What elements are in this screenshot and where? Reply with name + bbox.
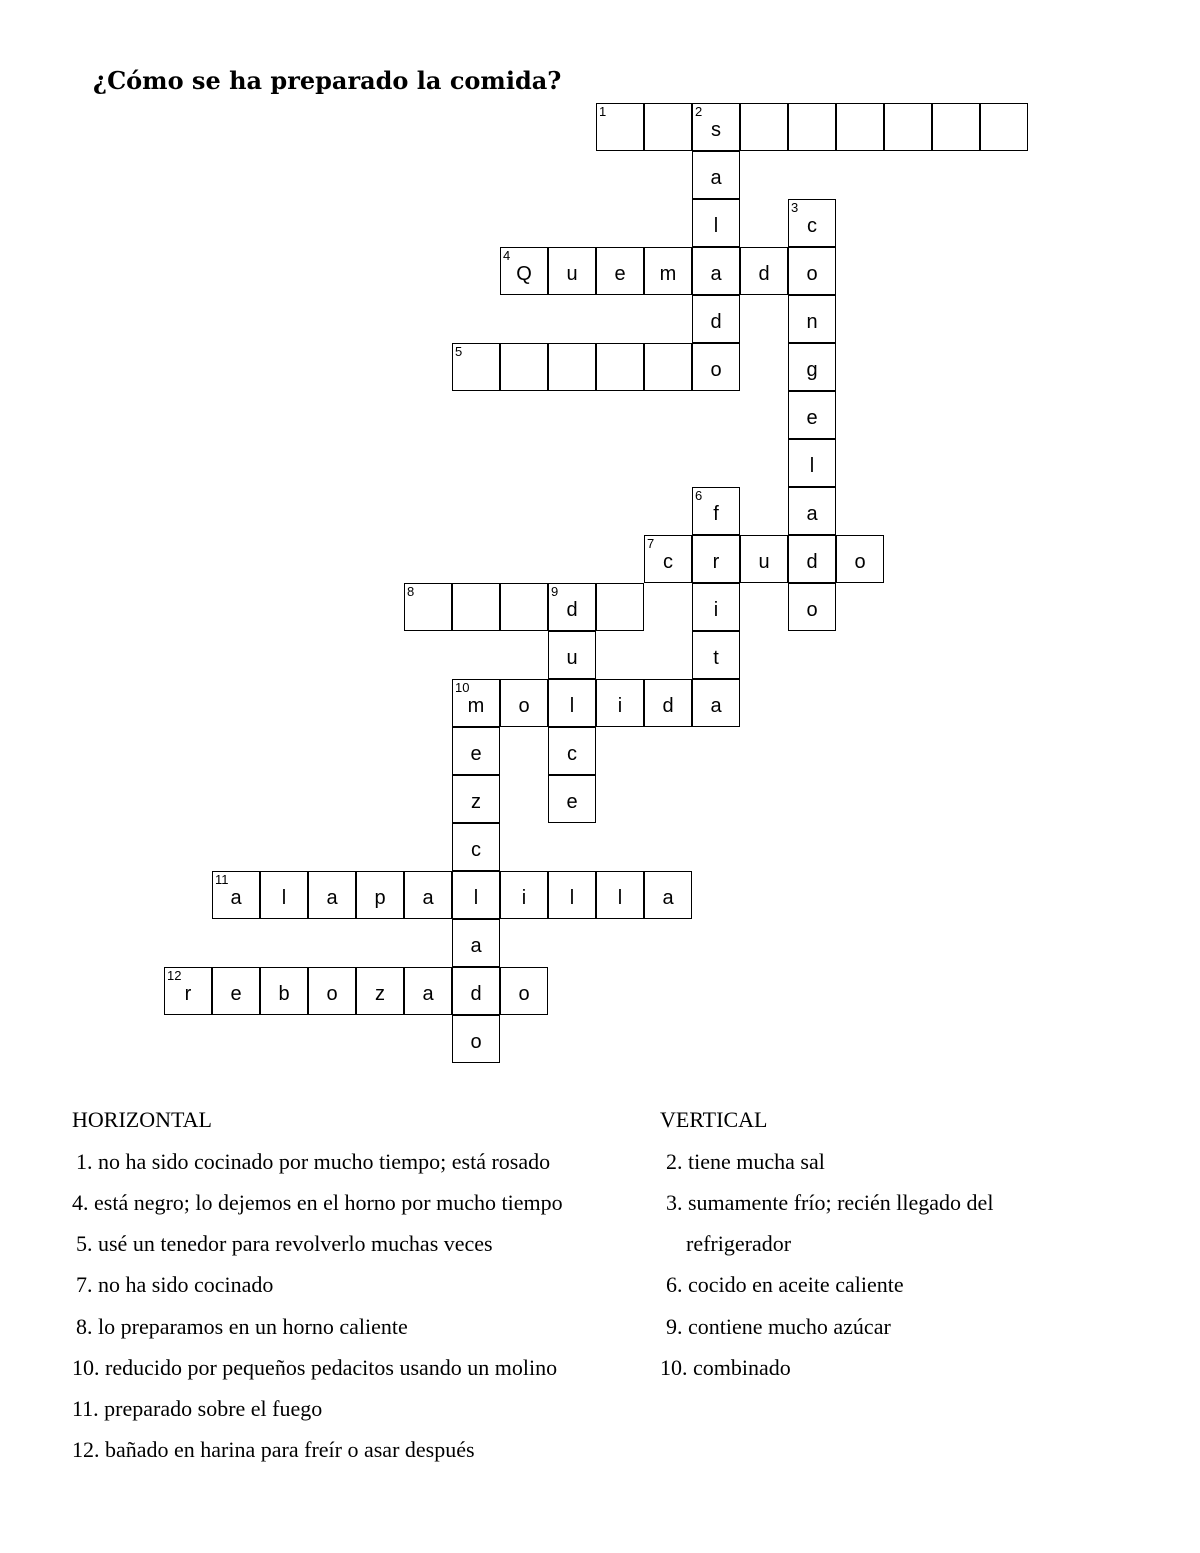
page-title: ¿Cómo se ha preparado la comida? — [93, 66, 562, 95]
grid-cell — [596, 679, 644, 727]
grid-cell — [356, 967, 404, 1015]
clue-h-8: 8. lo preparamos en un horno caliente — [76, 1314, 408, 1339]
grid-cell — [692, 151, 740, 199]
cell-letter: c — [567, 743, 577, 765]
grid-cell — [596, 583, 644, 631]
cell-letter: u — [758, 551, 770, 573]
grid-cell — [596, 247, 644, 295]
grid-cell — [788, 583, 836, 631]
cell-letter: a — [662, 887, 674, 909]
cell-letter: Q — [516, 263, 532, 285]
cell-letter: a — [710, 695, 722, 717]
cell-letter: a — [326, 887, 338, 909]
grid-cell — [452, 823, 500, 871]
grid-cell — [788, 247, 836, 295]
grid-cell — [692, 247, 740, 295]
cell-letter: e — [614, 263, 626, 285]
clue-h-4: 4. está negro; lo dejemos en el horno por mucho tiempo — [72, 1190, 563, 1215]
cell-letter: o — [470, 1031, 482, 1053]
cell-letter: b — [278, 983, 290, 1005]
grid-cell — [788, 343, 836, 391]
clue-number: 6 — [695, 488, 703, 503]
grid-cell — [500, 247, 548, 295]
grid-cell — [692, 295, 740, 343]
clue-number: 8 — [407, 584, 415, 599]
grid-cell — [788, 199, 836, 247]
cell-letter: e — [230, 983, 242, 1005]
grid-cell — [548, 871, 596, 919]
cell-letter: s — [711, 119, 721, 141]
grid-cell — [836, 535, 884, 583]
grid-cell — [596, 871, 644, 919]
grid-cell — [548, 631, 596, 679]
grid-cell — [452, 919, 500, 967]
grid-cell — [692, 343, 740, 391]
cell-letter: o — [806, 599, 818, 621]
grid-cell — [692, 583, 740, 631]
grid-cell — [452, 967, 500, 1015]
grid-cell — [740, 535, 788, 583]
grid-cell — [548, 343, 596, 391]
clue-h-10: 10. reducido por pequeños pedacitos usando un molino — [72, 1355, 558, 1380]
grid-cell — [548, 583, 596, 631]
cell-letter: l — [569, 695, 575, 717]
grid-cell — [692, 535, 740, 583]
grid-cell — [644, 103, 692, 151]
grid-cell — [404, 967, 452, 1015]
cell-letter: i — [617, 695, 623, 717]
cell-letter: l — [473, 887, 479, 909]
horizontal-heading: HORIZONTAL — [72, 1107, 212, 1132]
grid-cell — [212, 967, 260, 1015]
cell-letter: e — [566, 791, 578, 813]
clue-v-3-cont: refrigerador — [686, 1231, 792, 1256]
cell-letter: g — [806, 359, 818, 381]
grid-cell — [980, 103, 1028, 151]
clue-v-6: 6. cocido en aceite caliente — [666, 1272, 904, 1297]
grid-cell — [308, 871, 356, 919]
grid-cell — [836, 103, 884, 151]
grid-cell — [788, 535, 836, 583]
cell-letter: l — [809, 455, 815, 477]
clue-number: 1 — [599, 104, 607, 119]
grid-cell — [500, 871, 548, 919]
grid-cell — [692, 631, 740, 679]
cell-letter: f — [713, 503, 719, 525]
cell-letter: z — [471, 791, 481, 813]
grid-cell — [404, 871, 452, 919]
cell-letter: c — [663, 551, 673, 573]
grid-cell — [644, 871, 692, 919]
grid-cell — [932, 103, 980, 151]
cell-letter: m — [659, 263, 677, 285]
grid-cell — [644, 679, 692, 727]
cell-letter: l — [617, 887, 623, 909]
cell-letter: c — [807, 215, 817, 237]
cell-letter: o — [854, 551, 866, 573]
vertical-heading: VERTICAL — [660, 1107, 768, 1132]
clue-h-5: 5. usé un tenedor para revolverlo muchas veces — [76, 1231, 493, 1256]
grid-cell — [548, 247, 596, 295]
grid-cell — [212, 871, 260, 919]
cell-letter: a — [806, 503, 818, 525]
grid-cell — [308, 967, 356, 1015]
cell-letter: a — [710, 167, 722, 189]
cell-letter: n — [806, 311, 818, 333]
cell-letter: l — [713, 215, 719, 237]
grid-cell — [788, 439, 836, 487]
cell-letter: a — [230, 887, 242, 909]
grid-cell — [164, 967, 212, 1015]
cell-letter: m — [467, 695, 485, 717]
cell-letter: d — [662, 695, 674, 717]
cell-letter: e — [470, 743, 482, 765]
cell-letter: o — [518, 695, 530, 717]
cell-letter: o — [326, 983, 338, 1005]
cell-letter: l — [569, 887, 575, 909]
cell-letter: o — [806, 263, 818, 285]
grid-cell — [404, 583, 452, 631]
cell-letter: d — [710, 311, 722, 333]
grid-cell — [500, 967, 548, 1015]
clue-h-1: 1. no ha sido cocinado por mucho tiempo; está rosado — [76, 1149, 551, 1174]
grid-cell — [692, 679, 740, 727]
clue-number: 3 — [791, 200, 799, 215]
clue-number: 10 — [455, 680, 470, 695]
cell-letter: d — [470, 983, 482, 1005]
cell-letter: d — [758, 263, 770, 285]
cell-letter: e — [806, 407, 818, 429]
grid-cell — [452, 775, 500, 823]
grid-cell — [788, 487, 836, 535]
grid-cell — [788, 103, 836, 151]
cell-letter: t — [713, 647, 719, 669]
clue-v-9: 9. contiene mucho azúcar — [666, 1314, 891, 1339]
cell-letter: d — [806, 551, 818, 573]
clue-h-11: 11. preparado sobre el fuego — [72, 1396, 323, 1421]
cell-letter: i — [713, 599, 719, 621]
grid-cell — [260, 871, 308, 919]
grid-cell — [740, 103, 788, 151]
cell-letter: i — [521, 887, 527, 909]
cell-letter: l — [281, 887, 287, 909]
grid-cell — [788, 391, 836, 439]
cell-letter: d — [566, 599, 578, 621]
cell-letter: r — [712, 551, 720, 573]
grid-cell — [692, 199, 740, 247]
grid-cell — [596, 343, 644, 391]
grid-cell — [452, 679, 500, 727]
cell-letter: a — [422, 983, 434, 1005]
clue-v-10: 10. combinado — [660, 1355, 791, 1380]
clue-number: 4 — [503, 248, 511, 263]
clue-number: 9 — [551, 584, 559, 599]
grid-cell — [548, 727, 596, 775]
cell-letter: a — [710, 263, 722, 285]
clue-v-2: 2. tiene mucha sal — [666, 1149, 825, 1174]
cell-letter: p — [374, 887, 386, 909]
grid-cell — [740, 247, 788, 295]
grid-cell — [644, 247, 692, 295]
cell-letter: u — [566, 263, 578, 285]
clue-v-3: 3. sumamente frío; recién llegado del — [666, 1190, 994, 1215]
cell-letter: o — [518, 983, 530, 1005]
clue-number: 2 — [695, 104, 703, 119]
clue-number: 5 — [455, 344, 463, 359]
grid-cell — [500, 583, 548, 631]
cell-letter: z — [375, 983, 385, 1005]
grid-cell — [788, 295, 836, 343]
clue-h-7: 7. no ha sido cocinado — [76, 1272, 274, 1297]
grid-cell — [500, 679, 548, 727]
grid-cell — [884, 103, 932, 151]
cell-letter: a — [470, 935, 482, 957]
grid-cell — [452, 871, 500, 919]
clue-number: 11 — [215, 872, 229, 887]
clue-number: 12 — [167, 968, 182, 983]
grid-cell — [644, 535, 692, 583]
grid-cell — [644, 343, 692, 391]
clue-h-12: 12. bañado en harina para freír o asar después — [72, 1437, 475, 1462]
clue-number: 7 — [647, 536, 655, 551]
grid-cell — [356, 871, 404, 919]
grid-cell — [452, 583, 500, 631]
cell-letter: o — [710, 359, 722, 381]
grid-cell — [548, 775, 596, 823]
grid-cell — [452, 343, 500, 391]
cell-letter: r — [184, 983, 192, 1005]
cell-letter: a — [422, 887, 434, 909]
grid-cell — [260, 967, 308, 1015]
grid-cell — [596, 103, 644, 151]
cell-letter: c — [471, 839, 481, 861]
grid-cell — [500, 343, 548, 391]
grid-cell — [692, 487, 740, 535]
grid-cell — [452, 727, 500, 775]
grid-cell — [692, 103, 740, 151]
grid-cell — [452, 1015, 500, 1063]
cell-letter: u — [566, 647, 578, 669]
grid-cell — [548, 679, 596, 727]
